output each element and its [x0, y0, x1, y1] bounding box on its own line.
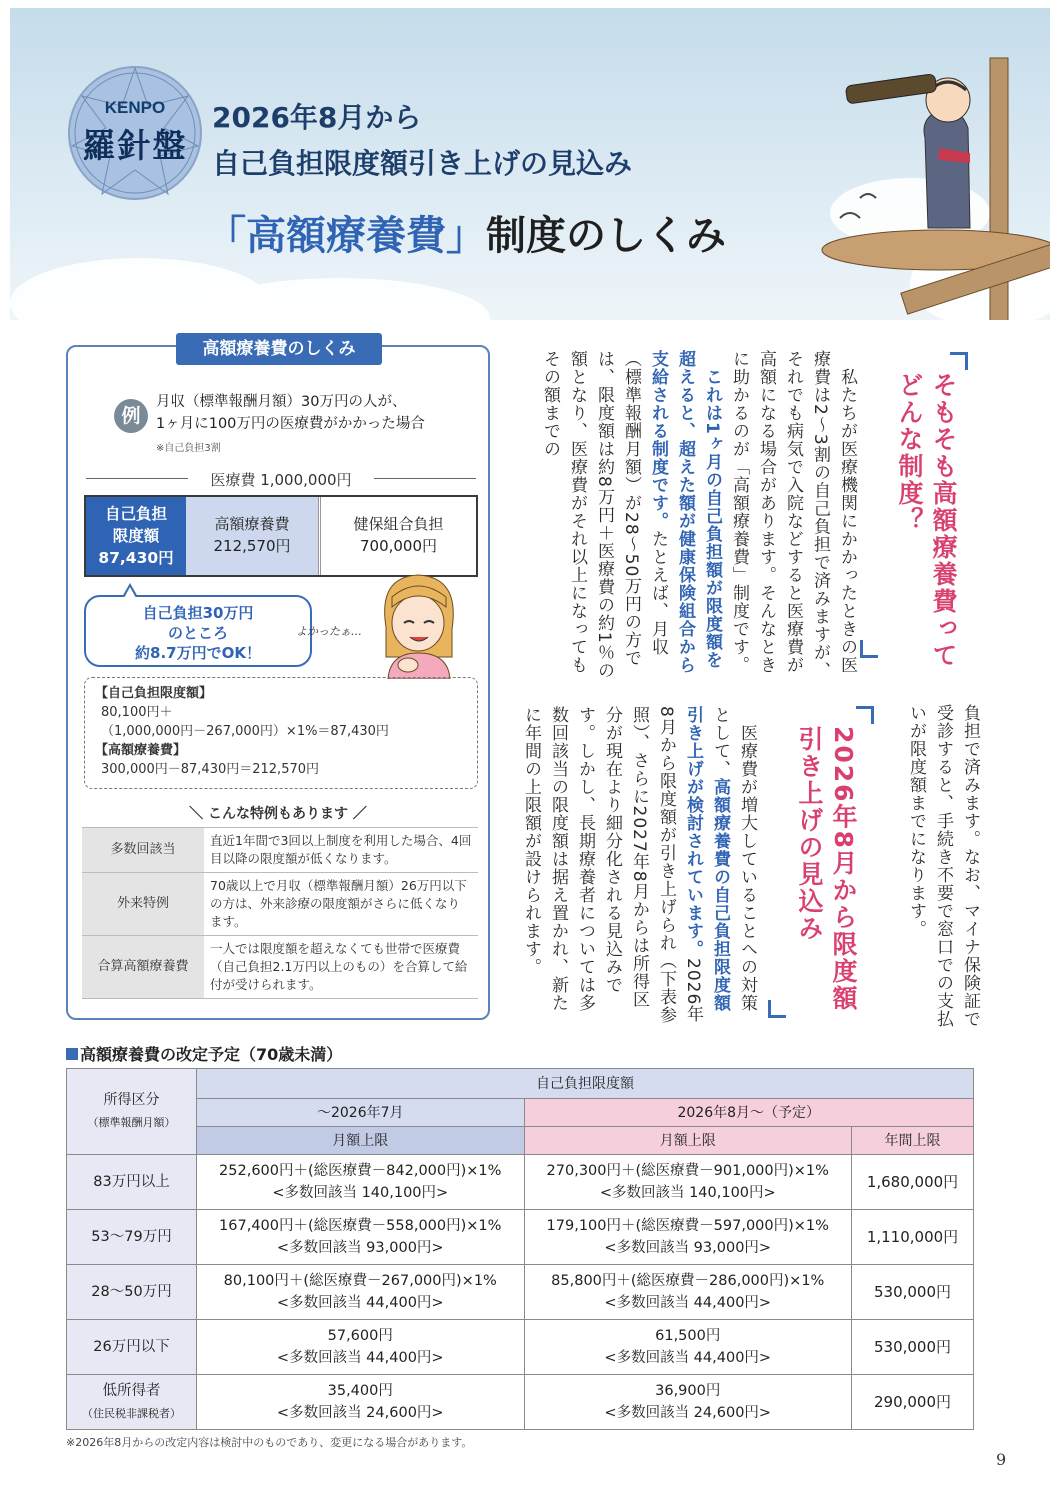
special-desc: 直近1年間で3回以上制度を利用した場合、4回目以降の限度額が低くなります。: [204, 828, 478, 873]
article2-para-a: 医療費が増大していることへの対策として、: [710, 706, 757, 1012]
medical-total: 医療費 1,000,000円: [210, 471, 352, 489]
old-limit-cell: [197, 1375, 525, 1430]
old-formula: 252,600円＋(総医療費－842,000円)×1%: [219, 1163, 502, 1179]
calc-line3: 300,000円－87,430円＝212,570円: [101, 762, 320, 777]
kenpo-segment: [318, 497, 476, 575]
income-cell: [67, 1375, 197, 1430]
special-name: 外来特例: [82, 873, 204, 936]
special-name: 多数回該当: [82, 828, 204, 873]
header-new-period: 2026年8月～（予定）: [524, 1099, 974, 1127]
old-limit-cell: [197, 1155, 525, 1210]
old-limit-cell: [197, 1320, 525, 1375]
self-pay-amount: 87,430円: [98, 549, 174, 567]
example-line1: 月収（標準報酬月額）30万円の人が、: [156, 394, 407, 410]
income-cell: [67, 1320, 197, 1375]
example-line2: 1ヶ月に100万円の医療費がかかった場合: [156, 416, 425, 432]
calc-heading2: 【高額療養費】: [95, 743, 187, 758]
article1-body: [510, 350, 860, 680]
heading-bracket: [860, 640, 878, 658]
income-label: 28～50万円: [91, 1284, 172, 1300]
header-new-month: 月額上限: [524, 1127, 852, 1155]
table-row: [67, 1375, 974, 1430]
table-row: [67, 1210, 974, 1265]
self-pay-label2: 限度額: [112, 527, 160, 545]
kougaku-segment: [186, 497, 318, 575]
subtitle-line2: 自己負担限度額引き上げの見込み: [212, 147, 633, 180]
special-cases-title: ＼ こんな特例もあります ／: [189, 806, 367, 822]
income-label: 83万円以上: [93, 1174, 170, 1190]
example-text: [156, 391, 425, 435]
income-label: 53～79万円: [91, 1229, 172, 1245]
savings-bubble: [84, 595, 312, 667]
revision-table: [66, 1068, 974, 1430]
income-cell: [67, 1265, 197, 1320]
table-row: [67, 1320, 974, 1375]
new-limit-cell: [524, 1375, 852, 1430]
article1-continued: 負担で済みます。なお、マイナ保険証で受診すると、手続き不要で窓口での支払いが限度額までになります。: [906, 704, 980, 1028]
annual-limit-cell: 290,000円: [852, 1375, 974, 1430]
old-formula: 80,100円＋(総医療費－267,000円)×1%: [223, 1273, 497, 1289]
bubble-line3: 約8.7万円でOK！: [135, 644, 261, 662]
income-label: 26万円以下: [93, 1339, 170, 1355]
income-cell: [67, 1155, 197, 1210]
header-banner: [10, 8, 1050, 320]
new-multi: <多数回該当 44,400円>: [604, 1350, 772, 1366]
new-multi: <多数回該当 93,000円>: [604, 1240, 772, 1256]
article2-heading: 2026年8月から限度額引き上げの見込み: [795, 726, 858, 1012]
header-income-label: 所得区分: [103, 1092, 160, 1108]
bubble-line2: のところ: [167, 624, 228, 642]
old-formula: 167,400円＋(総医療費－558,000円)×1%: [219, 1218, 502, 1234]
article2-body: [510, 706, 760, 1026]
example-mark: 例: [114, 399, 148, 433]
old-limit-cell: [197, 1210, 525, 1265]
income-sub: （住民税非課税者）: [82, 1406, 181, 1420]
title-rest: 制度のしくみ: [486, 213, 726, 259]
new-formula: 85,800円＋(総医療費－286,000円)×1%: [551, 1273, 825, 1289]
table-row: [67, 1265, 974, 1320]
table-row: [82, 873, 478, 936]
new-multi: <多数回該当 140,100円>: [599, 1185, 776, 1201]
badge-rashin: 羅針盤: [82, 126, 188, 165]
header-old-month: 月額上限: [197, 1127, 525, 1155]
new-formula: 270,300円＋(総医療費－901,000円)×1%: [546, 1163, 829, 1179]
table-row: [67, 1155, 974, 1210]
old-multi: <多数回該当 140,100円>: [272, 1185, 449, 1201]
old-multi: <多数回該当 44,400円>: [276, 1350, 444, 1366]
old-formula: 57,600円: [327, 1328, 393, 1344]
telescope-man-illustration: [820, 38, 1050, 320]
new-formula: 61,500円: [655, 1328, 721, 1344]
old-formula: 35,400円: [327, 1383, 393, 1399]
article1-para2: たとえば、月収（標準報酬月額）が28～50万円の方では、限度額は約8万円＋医療費の約1％の額となり、医療費がそれ以上になってもその額までの: [540, 350, 668, 680]
income-label: 低所得者: [102, 1382, 161, 1399]
example-note: ※自己負担3割: [156, 443, 221, 454]
kenpo-label: 健保組合負担: [353, 515, 444, 533]
annual-limit-cell: 530,000円: [852, 1320, 974, 1375]
header-limit: 自己負担限度額: [197, 1069, 974, 1099]
income-cell: [67, 1210, 197, 1265]
self-pay-segment: [86, 497, 186, 575]
heading-bracket: [856, 706, 874, 724]
header-income-sub: （標準報酬月額）: [87, 1116, 176, 1129]
subtitle-line1: 2026年8月から: [212, 101, 422, 134]
special-cases-table: [82, 827, 478, 999]
calc-line1: 80,100円＋: [101, 705, 173, 720]
header-old-period: ～2026年7月: [197, 1099, 525, 1127]
new-limit-cell: [524, 1210, 852, 1265]
kougaku-label: 高額療養費: [214, 515, 290, 533]
special-name: 合算高額療養費: [82, 936, 204, 999]
compass-badge: [68, 66, 202, 200]
annual-limit-cell: 1,110,000円: [852, 1210, 974, 1265]
self-pay-label1: 自己負担: [104, 505, 167, 523]
table-row: [82, 936, 478, 999]
old-multi: <多数回該当 24,600円>: [276, 1405, 444, 1421]
bubble-line1: 自己負担30万円: [142, 604, 254, 622]
kougaku-amount: 212,570円: [213, 537, 291, 555]
system-diagram-box: [66, 339, 490, 1020]
table-row: [82, 828, 478, 873]
smiling-girl-illustration: [368, 567, 468, 679]
special-desc: 一人では限度額を超えなくても世帯で医療費（自己負担2.1万円以上のもの）を合算して給付が受けられます。: [204, 936, 478, 999]
cost-breakdown-bar: [84, 495, 478, 577]
relief-text: よかったぁ…: [296, 625, 362, 638]
article1-heading: そもそも高額療養費ってどんな制度？: [895, 372, 958, 669]
new-limit-cell: [524, 1265, 852, 1320]
heading-bracket: [950, 352, 968, 370]
page-number: 9: [996, 1450, 1007, 1469]
badge-kenpo: KENPO: [104, 98, 166, 117]
new-limit-cell: [524, 1320, 852, 1375]
header-new-year: 年間上限: [852, 1127, 974, 1155]
annual-limit-cell: 530,000円: [852, 1265, 974, 1320]
calculation-box: [84, 677, 478, 789]
title-highlight: 「高額療養費」: [206, 213, 486, 259]
special-desc: 70歳以上で月収（標準報酬月額）26万円以下の方は、外来診療の限度額がさらに低くなります。: [204, 873, 478, 936]
new-formula: 179,100円＋(総医療費－597,000円)×1%: [546, 1218, 829, 1234]
diagram-title: 高額療養費のしくみ: [176, 333, 382, 365]
new-limit-cell: [524, 1155, 852, 1210]
old-limit-cell: [197, 1265, 525, 1320]
old-multi: <多数回該当 93,000円>: [276, 1240, 444, 1256]
new-multi: <多数回該当 44,400円>: [604, 1295, 772, 1311]
revision-table-title-text: 高額療養費の改定予定（70歳未満）: [80, 1045, 343, 1064]
kenpo-amount: 700,000円: [359, 537, 438, 555]
article1-para1: 私たちが医療機関にかかったときの医療費は2～3割の自己負担で済みますが、それでも病気で入院などすると医療費が高額になる場合があります。そんなときに助かるのが「高額療養費」制度です。: [729, 350, 857, 680]
table-footnote: ※2026年8月からの改定内容は検討中のものであり、変更になる場合があります。: [66, 1436, 473, 1449]
new-formula: 36,900円: [655, 1383, 721, 1399]
article2-highlight: 高額療養費の自己負担限度額引き上げが検討されています。: [683, 706, 730, 1012]
page-title: [206, 204, 726, 261]
calc-line2: （1,000,000円－267,000円）×1%＝87,430円: [101, 724, 389, 739]
article1-highlight: これは1ヶ月の自己負担額が限度額を超えると、超えた額が健康保険組合から支給される制度です。: [648, 350, 722, 674]
new-multi: <多数回該当 24,600円>: [604, 1405, 772, 1421]
revision-table-title: [66, 1042, 342, 1065]
heading-bracket: [768, 1000, 786, 1018]
old-multi: <多数回該当 44,400円>: [276, 1295, 444, 1311]
annual-limit-cell: 1,680,000円: [852, 1155, 974, 1210]
article2-para-b: 2026年8月から限度額が引き上げられ（下表参照）、さらに2027年8月からは所得区分が現在より細分化される見込みです。しかし、長期療養者については多数回該当の限度額は据え置かれ、新たに年間の上限額が設けられます。: [521, 706, 703, 1024]
calc-heading1: 【自己負担限度額】: [95, 686, 213, 701]
square-bullet-icon: [66, 1048, 78, 1060]
header-income: [67, 1069, 197, 1155]
